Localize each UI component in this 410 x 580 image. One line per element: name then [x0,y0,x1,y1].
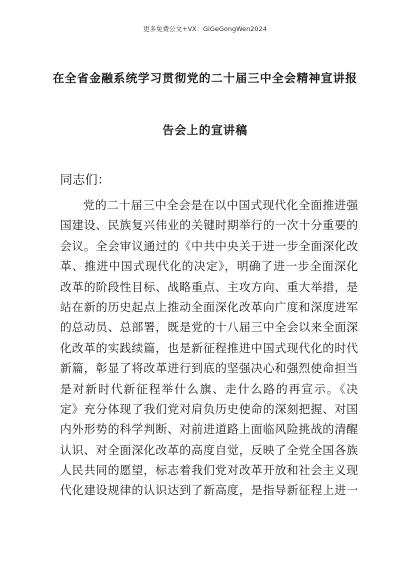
body-line: 认识、对全面深化改革的高度自觉，反映了全党全国各族 [60,442,358,457]
body-line: 革、推进中国式现代化的决定》，明确了进一步全面深化 [60,259,358,274]
body-line: 新篇，彰显了将改革进行到底的坚强决心和强烈使命担当 [60,361,358,376]
body-line: 人民共同的愿望，标志着我们党对改革开放和社会主义现 [60,463,358,478]
body-line: 化改革的实践续篇，也是新征程推进中国式现代化的时代 [60,340,358,355]
document-subtitle: 告会上的宣讲稿 [162,123,248,137]
header-note: 更多免费公文+VX：GiGeGongWen2024 [143,25,267,33]
body-line: 国建设、民族复兴伟业的关键时期举行的一次十分重要的 [60,218,358,233]
body-line: 党的二十届三中全会是在以中国式现代化全面推进强 [83,198,358,212]
body-line: 的总动员、总部署，既是党的十八届三中全会以来全面深 [60,320,358,335]
body-line: 定》充分体现了我们党对肩负历史使命的深刻把握、对国 [60,401,358,416]
body-line: 是对新时代新征程举什么旗、走什么路的再宣示。《决 [60,381,358,396]
salutation: 同志们： [60,172,111,187]
body-line: 改革的阶段性目标、战略重点、主攻方向、重大举措，是 [60,279,358,294]
body-line: 内外形势的科学判断、对前进道路上面临风险挑战的清醒 [60,422,358,437]
document-title: 在全省金融系统学习贯彻党的二十届三中全会精神宣讲报 [52,71,358,85]
body-paragraph [60,195,358,501]
body-line: 代化建设规律的认识达到了新高度，是指导新征程上进一 [60,483,358,498]
body-line: 站在新的历史起点上推动全面深化改革向广度和深度进军 [60,299,358,314]
body-line: 会议。全会审议通过的《中共中央关于进一步全面深化改 [60,238,358,253]
